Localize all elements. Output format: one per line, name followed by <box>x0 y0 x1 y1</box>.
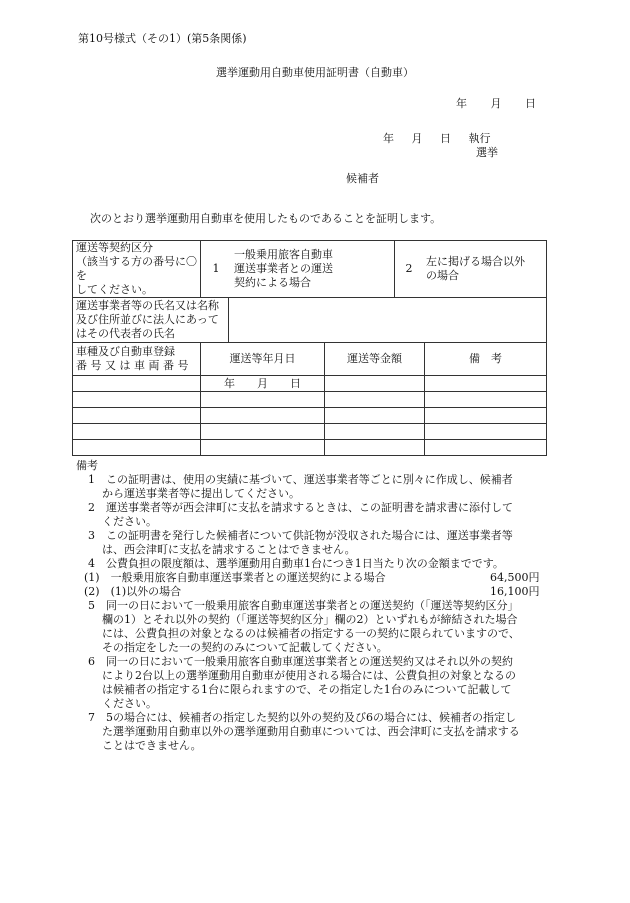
transport-amount-header: 運送等金額 <box>325 343 425 376</box>
limit-taxi-amount: 64,500円 <box>490 571 540 584</box>
contract-option-2[interactable]: 2 左に掲げる場合以外 の場合 <box>395 241 547 298</box>
contract-type-label: 運送等契約区分 （該当する方の番号に〇を してください。 <box>73 241 201 298</box>
usage-table <box>72 240 547 456</box>
transport-amount-cell[interactable] <box>325 440 425 456</box>
election-name-label: 選挙 <box>476 146 498 159</box>
note-6: 6 同一の日において一般乗用旅客自動車運送事業者との運送契約又はそれ以外の契約 により2台以上の選挙運動用自動車が使用される場合には、公費負担の対象となるの は候補者の指定する1台に限られますので、その指定した1台のみについて記載して ください。 <box>88 655 516 710</box>
operator-field[interactable] <box>229 298 547 343</box>
transport-date-cell[interactable] <box>201 392 325 408</box>
transport-amount-cell[interactable] <box>325 376 425 392</box>
note-1: 1 この証明書は、使用の実績に基づいて、運送事業者等ごとに別々に作成し、候補者 から運送事業者等に提出してください。 <box>88 473 513 500</box>
vehicle-number-cell[interactable] <box>73 392 201 408</box>
limit-other-amount: 16,100円 <box>490 585 540 598</box>
remarks-header: 備 考 <box>425 343 547 376</box>
table-row <box>73 408 547 424</box>
transport-date-header: 運送等年月日 <box>201 343 325 376</box>
transport-date-cell[interactable] <box>201 424 325 440</box>
document-title: 選挙運動用自動車使用証明書（自動車） <box>216 66 414 79</box>
transport-date-cell[interactable] <box>201 408 325 424</box>
transport-date-cell[interactable]: 年 月 日 <box>201 376 325 392</box>
candidate-label: 候補者 <box>346 172 379 185</box>
note-3: 3 この証明書を発行した候補者について供託物が没収された場合には、運送事業者等 は、西会津町に支払を請求することはできません。 <box>88 529 513 556</box>
issue-date-line: 年 月 日 <box>456 97 536 110</box>
vehicle-number-cell[interactable] <box>73 376 201 392</box>
table-row <box>73 376 547 392</box>
contract-type-row <box>73 241 547 298</box>
note-5: 5 同一の日において一般乗用旅客自動車運送事業者との運送契約（「運送等契約区分」 欄の1）とそれ以外の契約（「運送等契約区分」欄の2）といずれもが締結された場合 には、公費負担の対象となるのは候補者の指定する一の契約に限られていますので、 その指定をした一の契約のみについて記載してください。 <box>88 599 520 654</box>
election-date-line: 年 月 日 執行 <box>383 132 491 145</box>
contract-option-1[interactable]: 1 一般乗用旅客自動車 運送事業者との運送 契約による場合 <box>201 241 395 298</box>
vehicle-number-cell[interactable] <box>73 424 201 440</box>
remarks-cell[interactable] <box>425 392 547 408</box>
intro-statement: 次のとおり選挙運動用自動車を使用したものであることを証明します。 <box>90 212 442 225</box>
table-row <box>73 424 547 440</box>
column-header-row <box>73 343 547 376</box>
transport-amount-cell[interactable] <box>325 408 425 424</box>
limit-taxi-row: (1) 一般乗用旅客自動車運送事業者との運送契約による場合 64,500円 <box>84 571 540 584</box>
vehicle-number-cell[interactable] <box>73 440 201 456</box>
operator-row <box>73 298 547 343</box>
table-row <box>73 440 547 456</box>
note-4: 4 公費負担の限度額は、選挙運動用自動車1台につき1日当たり次の金額までです。 (1) 一般乗用旅客自動車運送事業者との運送契約による場合 64,500円 (2) (1)以外の場合 16,100円 <box>72 557 552 599</box>
notes-section <box>72 459 552 753</box>
vehicle-number-cell[interactable] <box>73 408 201 424</box>
remarks-cell[interactable] <box>425 440 547 456</box>
notes-heading: 備考 <box>76 459 98 472</box>
limit-other-row: (2) (1)以外の場合 16,100円 <box>84 585 540 598</box>
transport-amount-cell[interactable] <box>325 392 425 408</box>
vehicle-number-header: 車種及び自動車登録 番 号 又 は 車 両 番 号 <box>73 343 201 376</box>
remarks-cell[interactable] <box>425 424 547 440</box>
form-number: 第10号様式（その1）(第5条関係) <box>78 32 247 45</box>
table-row <box>73 392 547 408</box>
transport-date-cell[interactable] <box>201 440 325 456</box>
note-7: 7 5の場合には、候補者の指定した契約以外の契約及び6の場合には、候補者の指定し た選挙運動用自動車以外の選挙運動用自動車については、西会津町に支払を請求する ことはできません。 <box>88 711 520 752</box>
remarks-cell[interactable] <box>425 408 547 424</box>
remarks-cell[interactable] <box>425 376 547 392</box>
transport-amount-cell[interactable] <box>325 424 425 440</box>
note-2: 2 運送事業者等が西会津町に支払を請求するときは、この証明書を請求書に添付して ください。 <box>88 501 513 528</box>
operator-label: 運送事業者等の氏名又は名称 及び住所並びに法人にあって はその代表者の氏名 <box>73 298 229 343</box>
